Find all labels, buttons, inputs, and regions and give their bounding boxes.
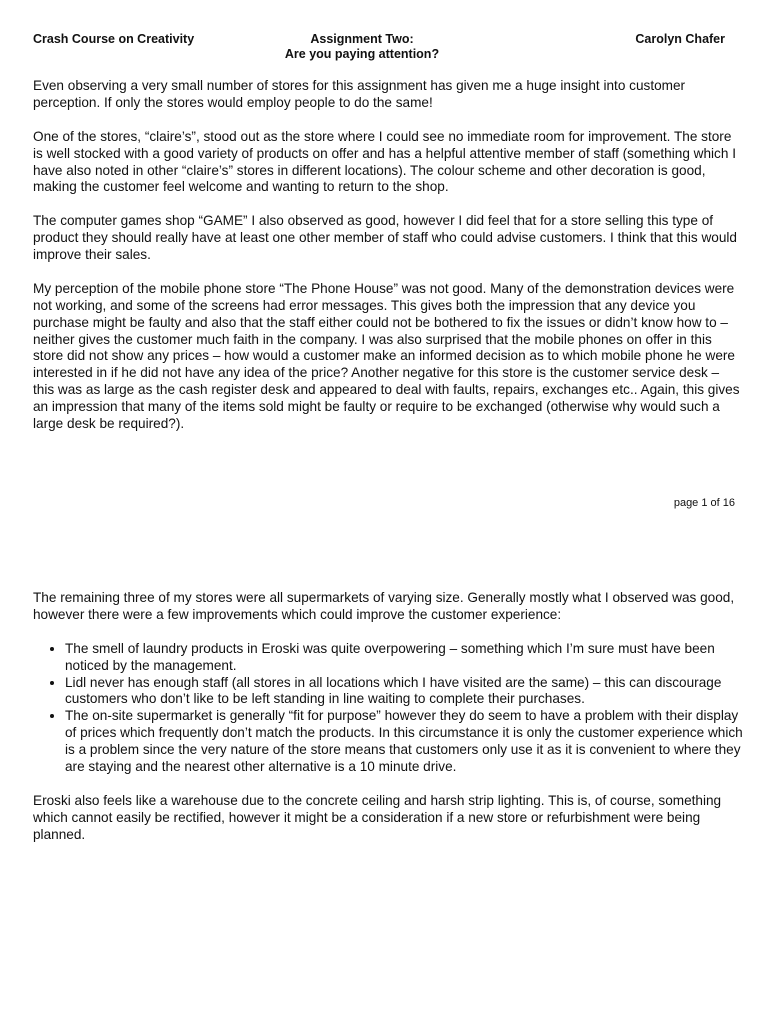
document-page-2	[0, 560, 768, 1024]
paragraph-claires: One of the stores, “claire’s”, stood out as the store where I could see no immediate room for improvement. The store is well stocked with a good variety of products on offer and has a helpful attentive member of staff (something which I have also noted in other “claire’s” stores in different locations). The colour scheme and other decoration is good, making the customer feel welcome and wanting to return to the shop.	[33, 128, 736, 195]
course-title: Crash Course on Creativity	[33, 32, 195, 46]
list-item: • The smell of laundry products in Eroski was quite overpowering – something which I’m sure must have been noticed by the management.	[65, 641, 743, 675]
list-item: • Lidl never has enough staff (all stores in all locations which I have visited are the same) – this can discourage customers who don’t like to be left standing in line waiting to complete their purchases.	[65, 675, 743, 709]
assignment-title-line1: Assignment Two:	[310, 32, 414, 46]
paragraph-intro: Even observing a very small number of stores for this assignment has given me a huge insight into customer perception. If only the stores would employ people to do the same!	[33, 78, 686, 110]
page-2-body	[33, 590, 743, 860]
paragraph-eroski-closing: Eroski also feels like a warehouse due to the concrete ceiling and harsh strip lighting. This is, of course, something which cannot easily be rectified, however it might be a consideration if a new store or refurbishment were being planned.	[33, 792, 722, 842]
improvements-list	[33, 641, 743, 776]
paragraph-game: The computer games shop “GAME” I also observed as good, however I did feel that for a store selling this type of product they should really have at least one other member of staff who could advise customers. I think that this would improve their sales.	[33, 213, 737, 263]
list-item: • The on-site supermarket is generally “fit for purpose” however they do seem to have a problem with their display of prices which frequently don’t match the products. In this circumstance it is only the customer experience which is a problem since the very nature of the store means that customers only use it as it is convenient to where they are staying and the nearest other alternative is a 10 minute drive.	[65, 708, 743, 776]
page-number: page 1 of 16	[673, 497, 735, 509]
author-name: Carolyn Chafer	[635, 32, 725, 46]
assignment-title	[233, 32, 491, 62]
paragraph-phone-house: My perception of the mobile phone store “The Phone House” was not good. Many of the demonstration devices were not working, and some of the screens had error messages. This gives both the impression that any device you purchase might be faulty and also that the staff either could not be bothered to fix the issues or didn’t know how to – neither gives the customer much faith in the company. I was also surprised that the mobile phones on offer in this store did not show any prices – how would a customer make an informed decision as to which mobile phone he were interested in if he did not have any idea of the price? Another negative for this store is the customer service desk – this was as large as the cash register desk and appeared to deal with faults, repairs, exchanges etc.. Again, this gives an impression that many of the items sold might be faulty or require to be exchanged (otherwise why would such a large desk be required?).	[33, 280, 740, 432]
assignment-title-line2: Are you paying attention?	[284, 47, 440, 61]
page-1-body	[33, 78, 743, 450]
paragraph-supermarkets-intro: The remaining three of my stores were all supermarkets of varying size. Generally mostly what I observed was good, however there were a few improvements which could improve the customer experience:	[33, 590, 735, 622]
page-header	[33, 32, 733, 66]
